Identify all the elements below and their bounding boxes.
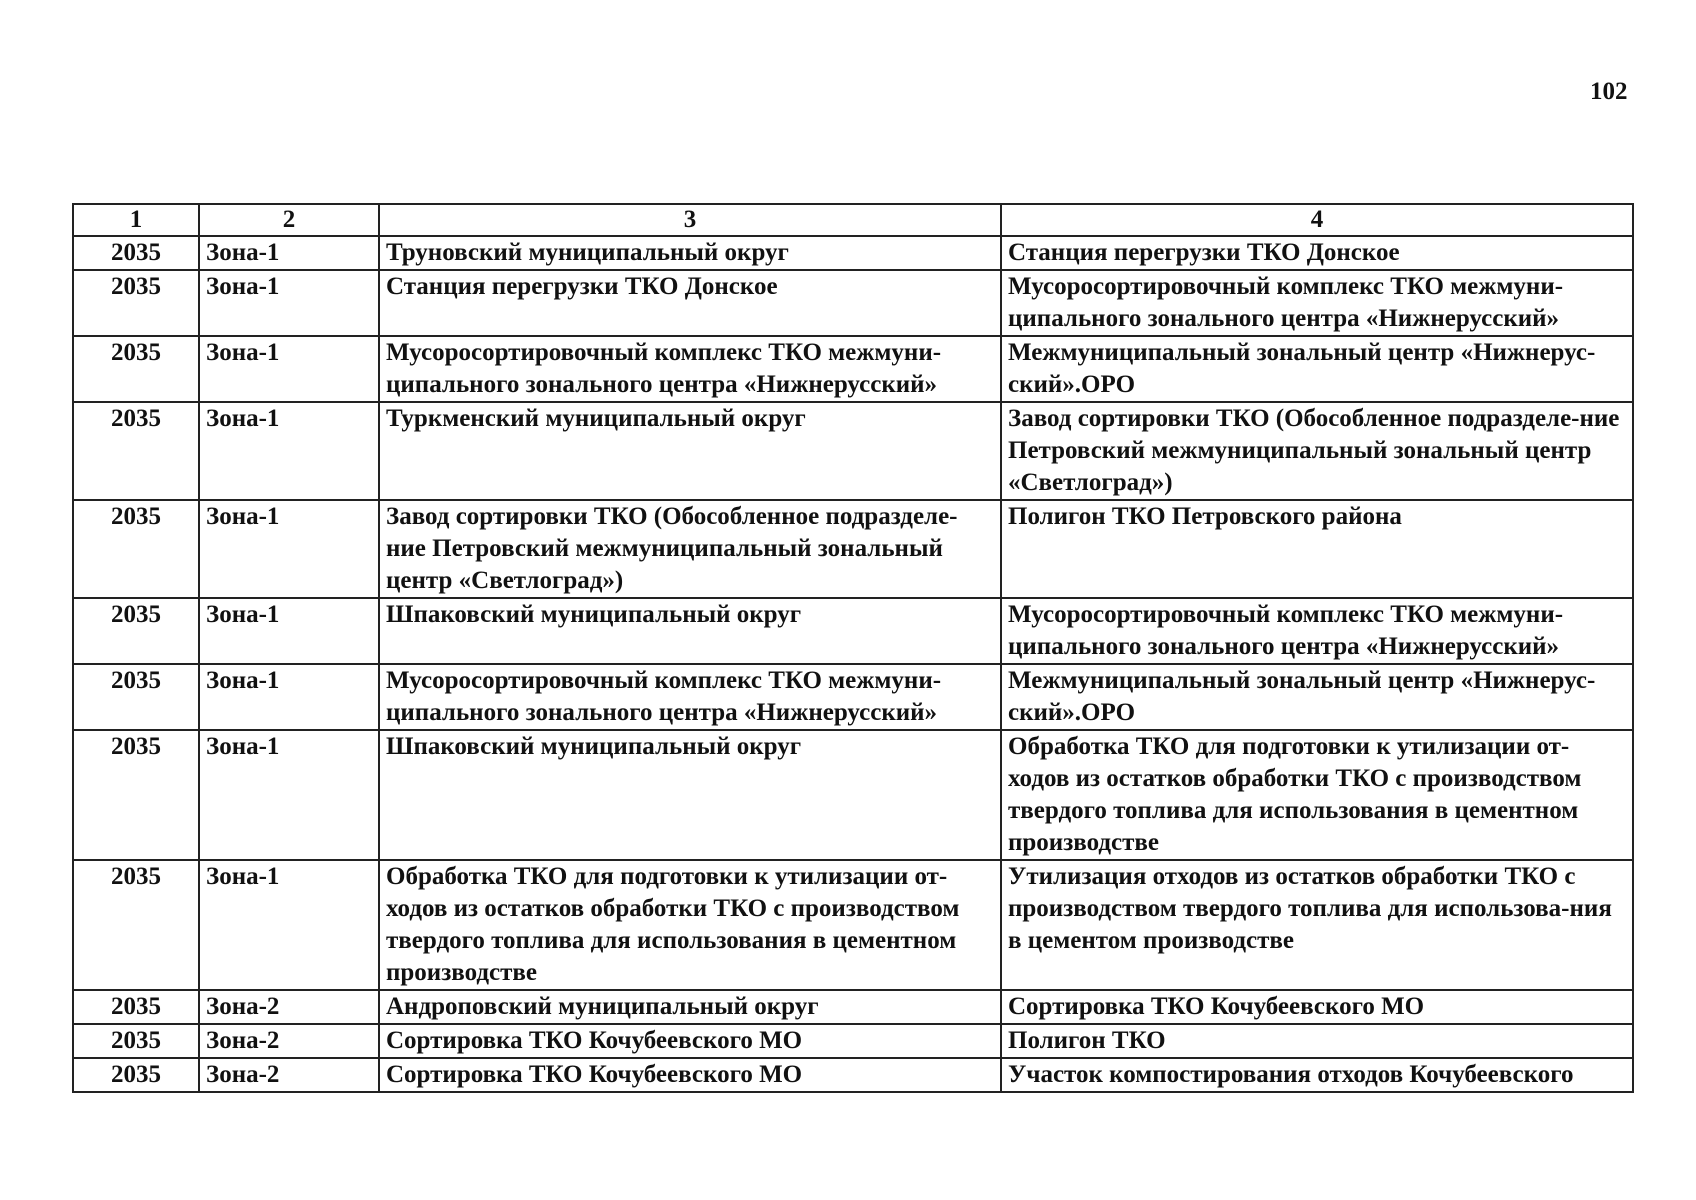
- year-cell: 2035: [73, 860, 199, 990]
- year-cell: 2035: [73, 402, 199, 500]
- destination-cell: Межмуниципальный зональный центр «Нижнерус-ский».ОРО: [1001, 664, 1633, 730]
- zone-cell: Зона-1: [199, 664, 379, 730]
- source-cell: Обработка ТКО для подготовки к утилизации от-ходов из остатков обработки ТКО с производством твердого топлива для использования в цементном производстве: [379, 860, 1001, 990]
- table-row: [73, 1024, 1633, 1058]
- destination-cell: Сортировка ТКО Кочубеевского МО: [1001, 990, 1633, 1024]
- year-cell: 2035: [73, 270, 199, 336]
- zone-cell: Зона-2: [199, 1024, 379, 1058]
- source-cell: Мусоросортировочный комплекс ТКО межмуни-ципального зонального центра «Нижнерусский»: [379, 336, 1001, 402]
- source-cell: Станция перегрузки ТКО Донское: [379, 270, 1001, 336]
- source-cell: Шпаковский муниципальный округ: [379, 730, 1001, 860]
- table-row: [73, 860, 1633, 990]
- table-row: [73, 598, 1633, 664]
- year-cell: 2035: [73, 1058, 199, 1092]
- column-header-2: 2: [199, 204, 379, 236]
- table-row: [73, 402, 1633, 500]
- table-row: [73, 270, 1633, 336]
- zone-cell: Зона-1: [199, 860, 379, 990]
- destination-cell: Межмуниципальный зональный центр «Нижнерус-ский».ОРО: [1001, 336, 1633, 402]
- source-cell: Шпаковский муниципальный округ: [379, 598, 1001, 664]
- column-header-4: 4: [1001, 204, 1633, 236]
- source-cell: Труновский муниципальный округ: [379, 236, 1001, 270]
- routes-table: [72, 203, 1634, 1093]
- source-cell: Сортировка ТКО Кочубеевского МО: [379, 1024, 1001, 1058]
- table-row: [73, 336, 1633, 402]
- year-cell: 2035: [73, 598, 199, 664]
- destination-cell: Мусоросортировочный комплекс ТКО межмуни-ципального зонального центра «Нижнерусский»: [1001, 598, 1633, 664]
- destination-cell: Полигон ТКО: [1001, 1024, 1633, 1058]
- zone-cell: Зона-2: [199, 1058, 379, 1092]
- year-cell: 2035: [73, 236, 199, 270]
- destination-cell: Утилизация отходов из остатков обработки ТКО с производством твердого топлива для использова-ния в цементом производстве: [1001, 860, 1633, 990]
- source-cell: Туркменский муниципальный округ: [379, 402, 1001, 500]
- source-cell: Мусоросортировочный комплекс ТКО межмуни-ципального зонального центра «Нижнерусский»: [379, 664, 1001, 730]
- destination-cell: Обработка ТКО для подготовки к утилизации от-ходов из остатков обработки ТКО с производством твердого топлива для использования в цементном производстве: [1001, 730, 1633, 860]
- column-header-3: 3: [379, 204, 1001, 236]
- table-row: [73, 500, 1633, 598]
- year-cell: 2035: [73, 500, 199, 598]
- page-number: 102: [1590, 78, 1628, 105]
- table-row: [73, 236, 1633, 270]
- year-cell: 2035: [73, 336, 199, 402]
- table-row: [73, 1058, 1633, 1092]
- destination-cell: Мусоросортировочный комплекс ТКО межмуни-ципального зонального центра «Нижнерусский»: [1001, 270, 1633, 336]
- table-row: [73, 990, 1633, 1024]
- source-cell: Завод сортировки ТКО (Обособленное подразделе-ние Петровский межмуниципальный зональный центр «Светлоград»): [379, 500, 1001, 598]
- zone-cell: Зона-1: [199, 598, 379, 664]
- destination-cell: Участок компостирования отходов Кочубеевского: [1001, 1058, 1633, 1092]
- source-cell: Сортировка ТКО Кочубеевского МО: [379, 1058, 1001, 1092]
- destination-cell: Полигон ТКО Петровского района: [1001, 500, 1633, 598]
- zone-cell: Зона-1: [199, 402, 379, 500]
- zone-cell: Зона-1: [199, 500, 379, 598]
- column-header-1: 1: [73, 204, 199, 236]
- destination-cell: Станция перегрузки ТКО Донское: [1001, 236, 1633, 270]
- year-cell: 2035: [73, 730, 199, 860]
- year-cell: 2035: [73, 664, 199, 730]
- destination-cell: Завод сортировки ТКО (Обособленное подразделе-ние Петровский межмуниципальный зональный центр «Светлоград»): [1001, 402, 1633, 500]
- year-cell: 2035: [73, 990, 199, 1024]
- year-cell: 2035: [73, 1024, 199, 1058]
- table-row: [73, 664, 1633, 730]
- zone-cell: Зона-2: [199, 990, 379, 1024]
- table-row: [73, 730, 1633, 860]
- table-header-row: [73, 204, 1633, 236]
- zone-cell: Зона-1: [199, 336, 379, 402]
- zone-cell: Зона-1: [199, 270, 379, 336]
- zone-cell: Зона-1: [199, 236, 379, 270]
- source-cell: Андроповский муниципальный округ: [379, 990, 1001, 1024]
- zone-cell: Зона-1: [199, 730, 379, 860]
